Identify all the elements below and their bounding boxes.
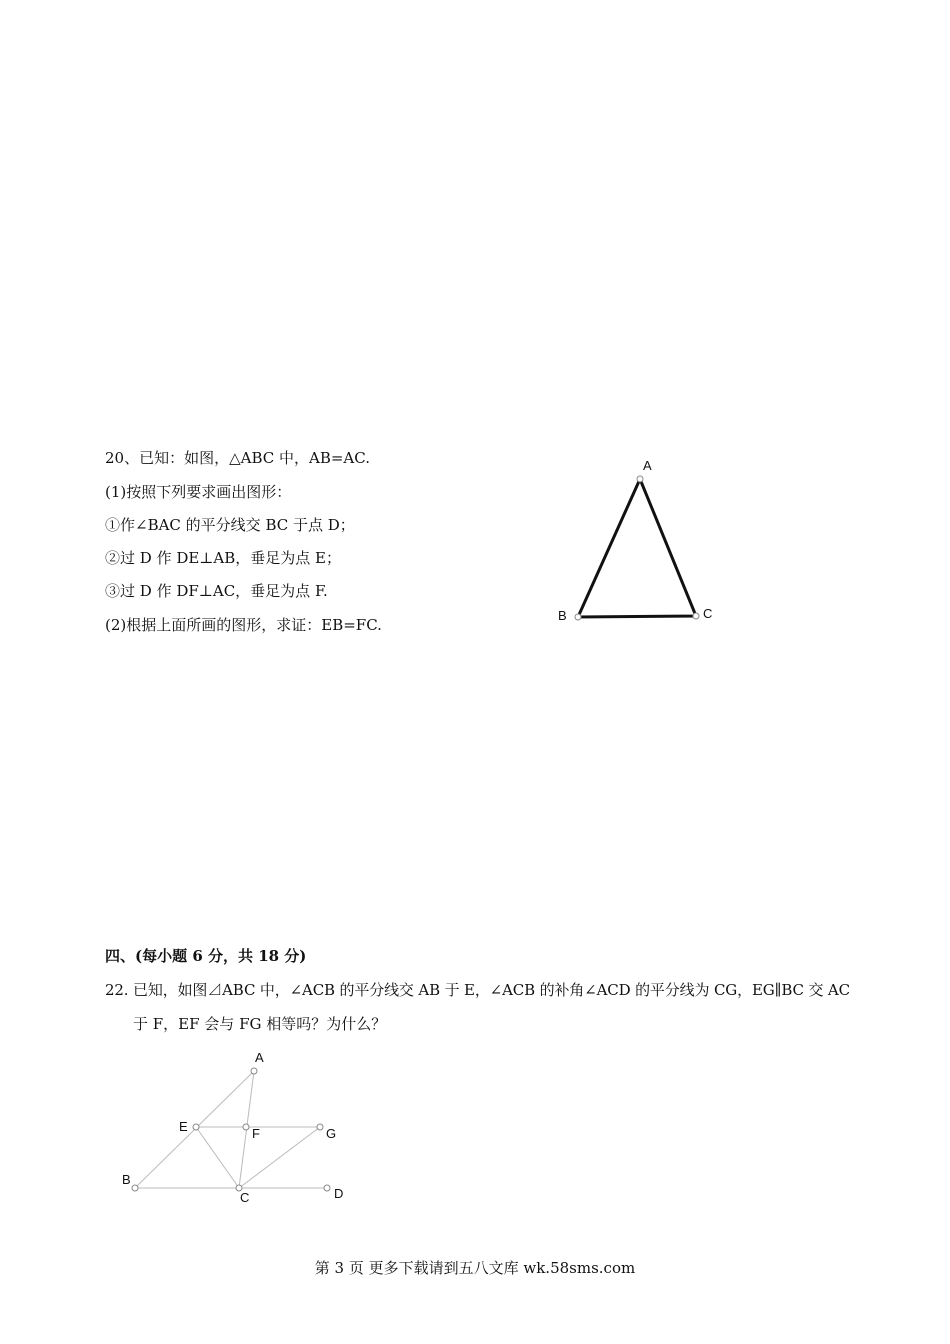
point-e — [193, 1124, 199, 1130]
section4-heading: 四、(每小题 6 分，共 18 分) — [105, 947, 307, 965]
q20-step2: ②过 D 作 DE⊥AB，垂足为点 E； — [105, 549, 341, 567]
label-b: B — [558, 608, 567, 623]
label-f: F — [252, 1126, 260, 1141]
point-c — [693, 613, 699, 619]
point-b — [575, 614, 581, 620]
triangle-abc — [578, 479, 696, 617]
point-b — [132, 1185, 138, 1191]
point-a — [251, 1068, 257, 1074]
label-a: A — [643, 458, 652, 473]
triangle-abc-figure — [550, 450, 730, 630]
q20-step3: ③过 D 作 DF⊥AC，垂足为点 F. — [105, 582, 328, 600]
point-a — [637, 476, 643, 482]
label-e: E — [179, 1119, 188, 1134]
q20-step1: ①作∠BAC 的平分线交 BC 于点 D； — [105, 516, 355, 534]
page-footer: 第 3 页 更多下载请到五八文库 wk.58sms.com — [314, 1259, 636, 1277]
q22-line1: 22. 已知，如图⊿ABC 中，∠ACB 的平分线交 AB 于 E，∠ACB 的补角∠ACD 的平分线为 CG，EG∥BC 交 AC — [105, 981, 850, 999]
point-g — [317, 1124, 323, 1130]
label-d: D — [334, 1186, 344, 1201]
point-d — [324, 1185, 330, 1191]
point-f — [243, 1124, 249, 1130]
q20-part1: (1)按照下列要求画出图形： — [105, 483, 292, 501]
label-b: B — [122, 1172, 131, 1187]
label-a: A — [255, 1050, 264, 1065]
segment-ec — [196, 1127, 239, 1188]
q22-line2: 于 F，EF 会与 FG 相等吗？为什么？ — [133, 1015, 387, 1033]
q20-part2: (2)根据上面所画的图形，求证：EB=FC. — [105, 616, 382, 634]
label-g: G — [326, 1126, 337, 1141]
figure-abcdefg — [115, 1045, 355, 1210]
q20-title: 20、已知：如图，△ABC 中，AB=AC. — [105, 449, 370, 467]
label-c: C — [703, 606, 713, 621]
label-c: C — [240, 1190, 250, 1205]
